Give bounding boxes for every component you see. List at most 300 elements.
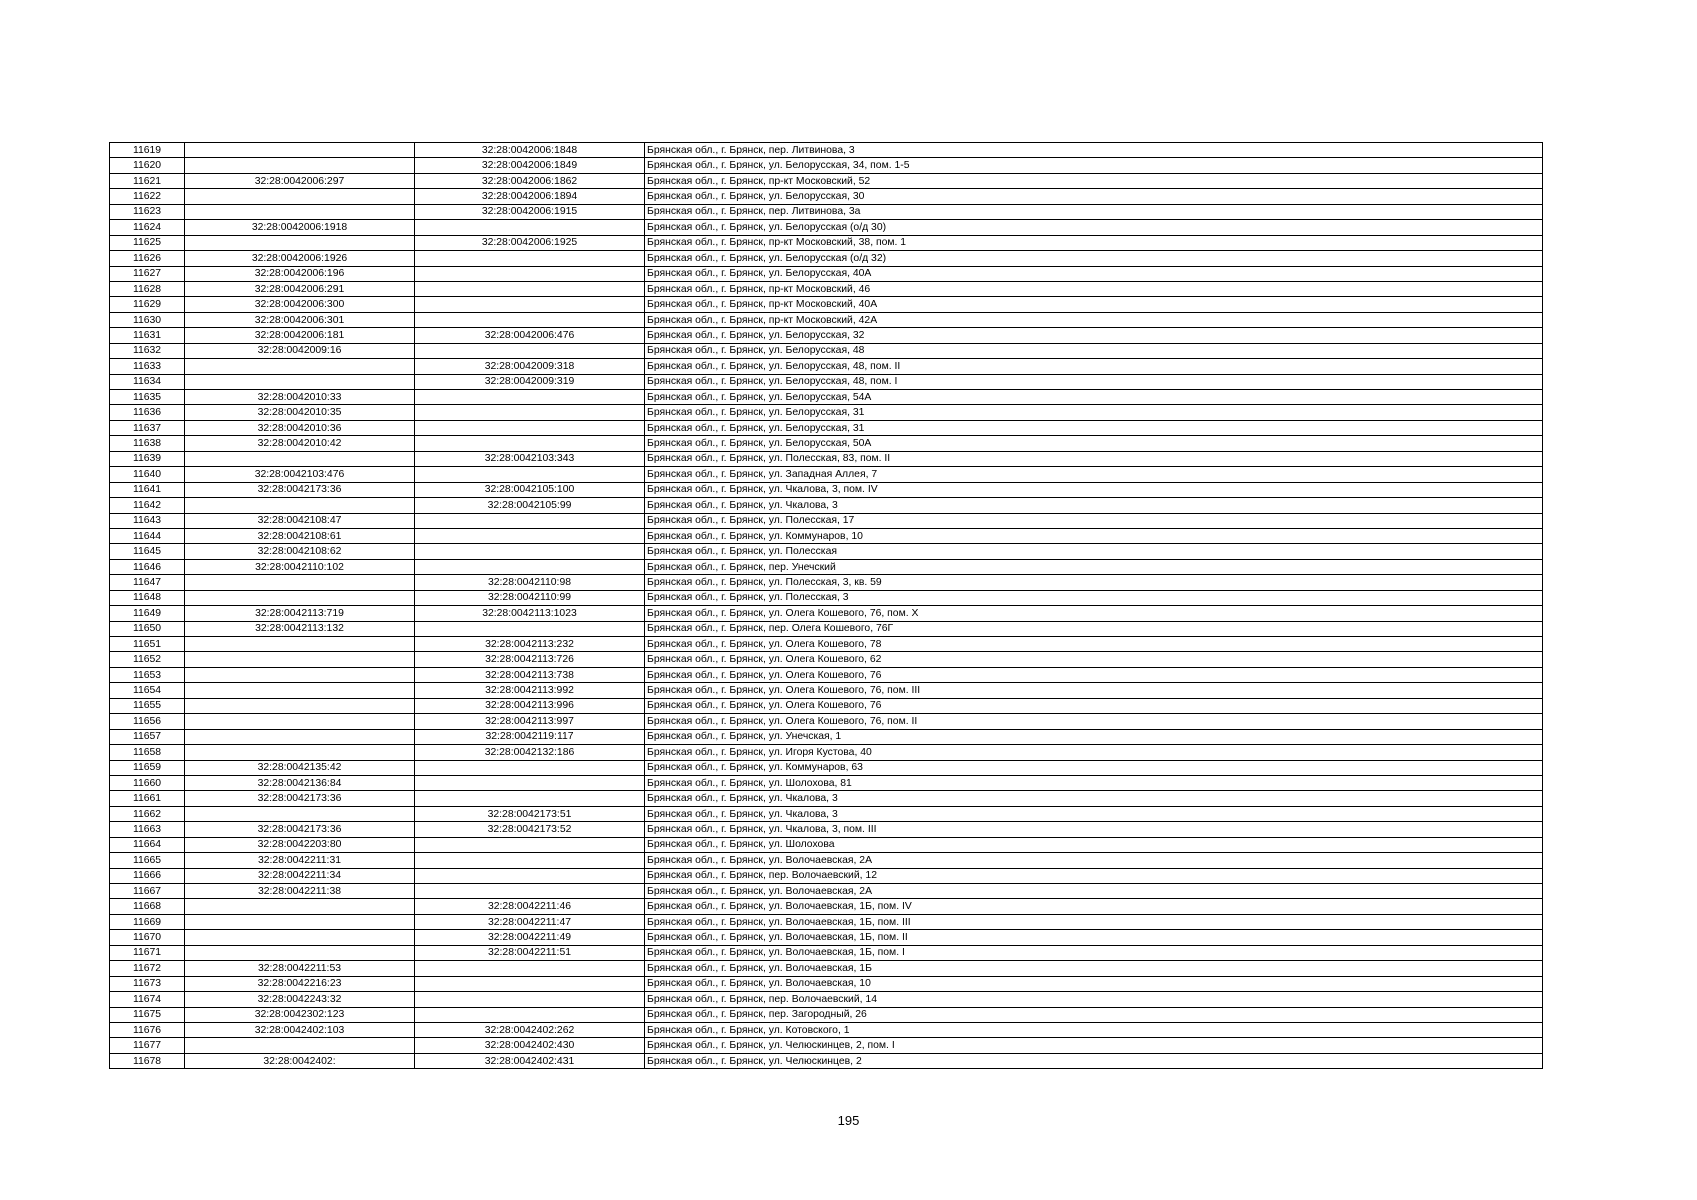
object-number-cell — [415, 420, 645, 435]
object-number-cell — [415, 791, 645, 806]
parcel-number-cell: 32:28:0042136:84 — [185, 775, 415, 790]
row-number-cell: 11638 — [110, 436, 185, 451]
object-number-cell — [415, 1007, 645, 1022]
parcel-number-cell — [185, 914, 415, 929]
table-row — [110, 390, 1543, 405]
address-cell: Брянская обл., г. Брянск, ул. Коммунаров, 10 — [645, 528, 1543, 543]
table-row — [110, 405, 1543, 420]
row-number-cell: 11640 — [110, 467, 185, 482]
parcel-number-cell: 32:28:0042010:42 — [185, 436, 415, 451]
object-number-cell: 32:28:0042113:232 — [415, 637, 645, 652]
table-row — [110, 498, 1543, 513]
address-cell: Брянская обл., г. Брянск, пер. Литвинова, 3 — [645, 143, 1543, 158]
table-row — [110, 235, 1543, 250]
table-row — [110, 590, 1543, 605]
row-number-cell: 11632 — [110, 343, 185, 358]
object-number-cell: 32:28:0042103:343 — [415, 451, 645, 466]
parcel-number-cell — [185, 143, 415, 158]
table-row — [110, 637, 1543, 652]
parcel-number-cell — [185, 637, 415, 652]
object-number-cell — [415, 853, 645, 868]
table-row — [110, 251, 1543, 266]
row-number-cell: 11677 — [110, 1038, 185, 1053]
table-row — [110, 467, 1543, 482]
table-row — [110, 451, 1543, 466]
parcel-number-cell — [185, 698, 415, 713]
address-cell: Брянская обл., г. Брянск, ул. Полесская, 83, пом. II — [645, 451, 1543, 466]
row-number-cell: 11675 — [110, 1007, 185, 1022]
parcel-number-cell: 32:28:0042113:132 — [185, 621, 415, 636]
address-cell: Брянская обл., г. Брянск, ул. Волочаевская, 10 — [645, 976, 1543, 991]
row-number-cell: 11662 — [110, 806, 185, 821]
parcel-number-cell — [185, 930, 415, 945]
address-cell: Брянская обл., г. Брянск, ул. Белорусская, 50А — [645, 436, 1543, 451]
row-number-cell: 11627 — [110, 266, 185, 281]
table-row — [110, 992, 1543, 1007]
parcel-number-cell — [185, 899, 415, 914]
table-row — [110, 884, 1543, 899]
parcel-number-cell — [185, 575, 415, 590]
address-cell: Брянская обл., г. Брянск, ул. Олега Кошевого, 76 — [645, 698, 1543, 713]
row-number-cell: 11625 — [110, 235, 185, 250]
row-number-cell: 11634 — [110, 374, 185, 389]
table-row — [110, 420, 1543, 435]
row-number-cell: 11633 — [110, 359, 185, 374]
table-row — [110, 621, 1543, 636]
address-cell: Брянская обл., г. Брянск, ул. Волочаевская, 2А — [645, 884, 1543, 899]
parcel-number-cell: 32:28:0042135:42 — [185, 760, 415, 775]
row-number-cell: 11671 — [110, 945, 185, 960]
table-row — [110, 606, 1543, 621]
address-cell: Брянская обл., г. Брянск, ул. Западная Аллея, 7 — [645, 467, 1543, 482]
object-number-cell: 32:28:0042105:100 — [415, 482, 645, 497]
address-cell: Брянская обл., г. Брянск, ул. Чкалова, 3, пом. IV — [645, 482, 1543, 497]
object-number-cell — [415, 884, 645, 899]
row-number-cell: 11622 — [110, 189, 185, 204]
parcel-number-cell: 32:28:0042108:62 — [185, 544, 415, 559]
address-cell: Брянская обл., г. Брянск, ул. Чкалова, 3, пом. III — [645, 822, 1543, 837]
row-number-cell: 11650 — [110, 621, 185, 636]
row-number-cell: 11621 — [110, 173, 185, 188]
address-cell: Брянская обл., г. Брянск, ул. Волочаевская, 1Б, пом. III — [645, 914, 1543, 929]
parcel-number-cell: 32:28:0042103:476 — [185, 467, 415, 482]
row-number-cell: 11637 — [110, 420, 185, 435]
row-number-cell: 11642 — [110, 498, 185, 513]
row-number-cell: 11661 — [110, 791, 185, 806]
object-number-cell — [415, 390, 645, 405]
address-cell: Брянская обл., г. Брянск, ул. Коммунаров, 63 — [645, 760, 1543, 775]
row-number-cell: 11641 — [110, 482, 185, 497]
row-number-cell: 11667 — [110, 884, 185, 899]
address-cell: Брянская обл., г. Брянск, ул. Олега Кошевого, 62 — [645, 652, 1543, 667]
address-cell: Брянская обл., г. Брянск, ул. Волочаевская, 1Б, пом. I — [645, 945, 1543, 960]
address-cell: Брянская обл., г. Брянск, ул. Волочаевская, 1Б — [645, 961, 1543, 976]
row-number-cell: 11645 — [110, 544, 185, 559]
row-number-cell: 11672 — [110, 961, 185, 976]
table-row — [110, 359, 1543, 374]
object-number-cell: 32:28:0042113:738 — [415, 667, 645, 682]
table-row — [110, 513, 1543, 528]
address-cell: Брянская обл., г. Брянск, ул. Шолохова, 81 — [645, 775, 1543, 790]
row-number-cell: 11648 — [110, 590, 185, 605]
object-number-cell: 32:28:0042110:98 — [415, 575, 645, 590]
address-cell: Брянская обл., г. Брянск, ул. Шолохова — [645, 837, 1543, 852]
row-number-cell: 11647 — [110, 575, 185, 590]
parcel-number-cell: 32:28:0042113:719 — [185, 606, 415, 621]
address-cell: Брянская обл., г. Брянск, ул. Белорусская, 30 — [645, 189, 1543, 204]
row-number-cell: 11636 — [110, 405, 185, 420]
address-cell: Брянская обл., г. Брянск, ул. Унечская, 1 — [645, 729, 1543, 744]
table-row — [110, 220, 1543, 235]
object-number-cell: 32:28:0042402:262 — [415, 1022, 645, 1037]
table-row — [110, 806, 1543, 821]
address-cell: Брянская обл., г. Брянск, пер. Волочаевский, 14 — [645, 992, 1543, 1007]
address-cell: Брянская обл., г. Брянск, ул. Белорусская, 40А — [645, 266, 1543, 281]
parcel-number-cell: 32:28:0042010:36 — [185, 420, 415, 435]
object-number-cell: 32:28:0042211:47 — [415, 914, 645, 929]
address-cell: Брянская обл., г. Брянск, пр-кт Московский, 38, пом. 1 — [645, 235, 1543, 250]
object-number-cell — [415, 544, 645, 559]
row-number-cell: 11623 — [110, 204, 185, 219]
address-cell: Брянская обл., г. Брянск, ул. Челюскинцев, 2, пом. I — [645, 1038, 1543, 1053]
page-number: 195 — [837, 1113, 860, 1128]
object-number-cell — [415, 961, 645, 976]
object-number-cell — [415, 436, 645, 451]
table-row — [110, 683, 1543, 698]
parcel-number-cell: 32:28:0042010:35 — [185, 405, 415, 420]
object-number-cell: 32:28:0042211:46 — [415, 899, 645, 914]
table-row — [110, 328, 1543, 343]
table-row — [110, 760, 1543, 775]
table-row — [110, 575, 1543, 590]
address-cell: Брянская обл., г. Брянск, ул. Котовского, 1 — [645, 1022, 1543, 1037]
parcel-number-cell: 32:28:0042302:123 — [185, 1007, 415, 1022]
row-number-cell: 11669 — [110, 914, 185, 929]
table-row — [110, 853, 1543, 868]
object-number-cell: 32:28:0042006:1915 — [415, 204, 645, 219]
row-number-cell: 11626 — [110, 251, 185, 266]
parcel-number-cell — [185, 498, 415, 513]
row-number-cell: 11631 — [110, 328, 185, 343]
row-number-cell: 11659 — [110, 760, 185, 775]
table-row — [110, 868, 1543, 883]
object-number-cell — [415, 297, 645, 312]
object-number-cell — [415, 837, 645, 852]
parcel-number-cell — [185, 745, 415, 760]
row-number-cell: 11666 — [110, 868, 185, 883]
address-cell: Брянская обл., г. Брянск, ул. Олега Кошевого, 76 — [645, 667, 1543, 682]
table-row — [110, 143, 1543, 158]
table-row — [110, 745, 1543, 760]
parcel-number-cell: 32:28:0042108:61 — [185, 528, 415, 543]
parcel-number-cell — [185, 945, 415, 960]
address-cell: Брянская обл., г. Брянск, ул. Олега Кошевого, 76, пом. X — [645, 606, 1543, 621]
row-number-cell: 11628 — [110, 281, 185, 296]
table-row — [110, 266, 1543, 281]
parcel-number-cell: 32:28:0042173:36 — [185, 791, 415, 806]
row-number-cell: 11674 — [110, 992, 185, 1007]
parcel-number-cell — [185, 359, 415, 374]
parcel-number-cell — [185, 158, 415, 173]
object-number-cell — [415, 559, 645, 574]
object-number-cell: 32:28:0042211:51 — [415, 945, 645, 960]
parcel-number-cell: 32:28:0042006:301 — [185, 312, 415, 327]
address-cell: Брянская обл., г. Брянск, ул. Белорусская, 54А — [645, 390, 1543, 405]
object-number-cell — [415, 281, 645, 296]
address-cell: Брянская обл., г. Брянск, ул. Полесская, 17 — [645, 513, 1543, 528]
parcel-number-cell: 32:28:0042110:102 — [185, 559, 415, 574]
parcel-number-cell — [185, 806, 415, 821]
object-number-cell — [415, 220, 645, 235]
parcel-number-cell: 32:28:0042009:16 — [185, 343, 415, 358]
parcel-number-cell: 32:28:0042173:36 — [185, 822, 415, 837]
address-cell: Брянская обл., г. Брянск, ул. Полесская, 3 — [645, 590, 1543, 605]
table-row — [110, 173, 1543, 188]
row-number-cell: 11676 — [110, 1022, 185, 1037]
object-number-cell: 32:28:0042006:1862 — [415, 173, 645, 188]
table-row — [110, 837, 1543, 852]
parcel-number-cell: 32:28:0042006:181 — [185, 328, 415, 343]
row-number-cell: 11665 — [110, 853, 185, 868]
row-number-cell: 11620 — [110, 158, 185, 173]
object-number-cell: 32:28:0042105:99 — [415, 498, 645, 513]
address-cell: Брянская обл., г. Брянск, ул. Игоря Кустова, 40 — [645, 745, 1543, 760]
parcel-number-cell — [185, 204, 415, 219]
object-number-cell: 32:28:0042132:186 — [415, 745, 645, 760]
object-number-cell: 32:28:0042119:117 — [415, 729, 645, 744]
row-number-cell: 11658 — [110, 745, 185, 760]
table-body — [110, 143, 1543, 1069]
table-row — [110, 158, 1543, 173]
table-row — [110, 374, 1543, 389]
parcel-number-cell: 32:28:0042402:103 — [185, 1022, 415, 1037]
table-row — [110, 714, 1543, 729]
address-cell: Брянская обл., г. Брянск, пр-кт Московский, 52 — [645, 173, 1543, 188]
row-number-cell: 11619 — [110, 143, 185, 158]
table-row — [110, 775, 1543, 790]
parcel-number-cell: 32:28:0042211:31 — [185, 853, 415, 868]
address-cell: Брянская обл., г. Брянск, ул. Волочаевская, 2А — [645, 853, 1543, 868]
parcel-number-cell — [185, 729, 415, 744]
parcel-number-cell — [185, 714, 415, 729]
parcel-number-cell — [185, 374, 415, 389]
object-number-cell — [415, 992, 645, 1007]
address-cell: Брянская обл., г. Брянск, пр-кт Московский, 42А — [645, 312, 1543, 327]
object-number-cell — [415, 266, 645, 281]
table-row — [110, 1038, 1543, 1053]
object-number-cell — [415, 760, 645, 775]
parcel-number-cell — [185, 189, 415, 204]
address-cell: Брянская обл., г. Брянск, пер. Олега Кошевого, 76Г — [645, 621, 1543, 636]
row-number-cell: 11660 — [110, 775, 185, 790]
parcel-number-cell — [185, 235, 415, 250]
row-number-cell: 11630 — [110, 312, 185, 327]
table-row — [110, 1022, 1543, 1037]
object-number-cell: 32:28:0042402:431 — [415, 1053, 645, 1068]
row-number-cell: 11649 — [110, 606, 185, 621]
table-row — [110, 729, 1543, 744]
table-row — [110, 1007, 1543, 1022]
table-row — [110, 281, 1543, 296]
parcel-number-cell: 32:28:0042006:300 — [185, 297, 415, 312]
parcel-number-cell: 32:28:0042108:47 — [185, 513, 415, 528]
object-number-cell: 32:28:0042006:1925 — [415, 235, 645, 250]
address-cell: Брянская обл., г. Брянск, пер. Литвинова, 3а — [645, 204, 1543, 219]
table-row — [110, 976, 1543, 991]
object-number-cell: 32:28:0042211:49 — [415, 930, 645, 945]
address-cell: Брянская обл., г. Брянск, ул. Белорусская (о/д 32) — [645, 251, 1543, 266]
table-row — [110, 343, 1543, 358]
address-cell: Брянская обл., г. Брянск, пер. Загородный, 26 — [645, 1007, 1543, 1022]
table-row — [110, 652, 1543, 667]
table-row — [110, 297, 1543, 312]
parcel-number-cell: 32:28:0042211:38 — [185, 884, 415, 899]
table-row — [110, 528, 1543, 543]
address-cell: Брянская обл., г. Брянск, ул. Чкалова, 3 — [645, 498, 1543, 513]
object-number-cell — [415, 405, 645, 420]
object-number-cell — [415, 528, 645, 543]
table-row — [110, 698, 1543, 713]
address-cell: Брянская обл., г. Брянск, ул. Полесская — [645, 544, 1543, 559]
row-number-cell: 11639 — [110, 451, 185, 466]
object-number-cell: 32:28:0042110:99 — [415, 590, 645, 605]
parcel-number-cell — [185, 451, 415, 466]
object-number-cell — [415, 868, 645, 883]
parcel-number-cell: 32:28:0042010:33 — [185, 390, 415, 405]
address-cell: Брянская обл., г. Брянск, ул. Полесская, 3, кв. 59 — [645, 575, 1543, 590]
row-number-cell: 11644 — [110, 528, 185, 543]
row-number-cell: 11668 — [110, 899, 185, 914]
object-number-cell — [415, 775, 645, 790]
object-number-cell: 32:28:0042173:52 — [415, 822, 645, 837]
address-cell: Брянская обл., г. Брянск, пер. Унечский — [645, 559, 1543, 574]
address-cell: Брянская обл., г. Брянск, ул. Чкалова, 3 — [645, 806, 1543, 821]
object-number-cell: 32:28:0042113:996 — [415, 698, 645, 713]
parcel-number-cell — [185, 652, 415, 667]
address-cell: Брянская обл., г. Брянск, пр-кт Московский, 46 — [645, 281, 1543, 296]
object-number-cell: 32:28:0042113:1023 — [415, 606, 645, 621]
object-number-cell — [415, 467, 645, 482]
table-row — [110, 559, 1543, 574]
row-number-cell: 11629 — [110, 297, 185, 312]
row-number-cell: 11653 — [110, 667, 185, 682]
object-number-cell — [415, 343, 645, 358]
address-cell: Брянская обл., г. Брянск, ул. Белорусская, 32 — [645, 328, 1543, 343]
address-cell: Брянская обл., г. Брянск, ул. Волочаевская, 1Б, пом. II — [645, 930, 1543, 945]
address-cell: Брянская обл., г. Брянск, ул. Чкалова, 3 — [645, 791, 1543, 806]
table-row — [110, 482, 1543, 497]
object-number-cell: 32:28:0042006:1849 — [415, 158, 645, 173]
table-row — [110, 312, 1543, 327]
address-cell: Брянская обл., г. Брянск, ул. Белорусская, 48, пом. I — [645, 374, 1543, 389]
table-row — [110, 436, 1543, 451]
address-cell: Брянская обл., г. Брянск, ул. Волочаевская, 1Б, пом. IV — [645, 899, 1543, 914]
object-number-cell: 32:28:0042006:476 — [415, 328, 645, 343]
cadastral-table — [109, 142, 1543, 1069]
row-number-cell: 11663 — [110, 822, 185, 837]
object-number-cell: 32:28:0042113:726 — [415, 652, 645, 667]
address-cell: Брянская обл., г. Брянск, ул. Белорусская (о/д 30) — [645, 220, 1543, 235]
row-number-cell: 11654 — [110, 683, 185, 698]
object-number-cell: 32:28:0042006:1848 — [415, 143, 645, 158]
row-number-cell: 11652 — [110, 652, 185, 667]
address-cell: Брянская обл., г. Брянск, пер. Волочаевский, 12 — [645, 868, 1543, 883]
parcel-number-cell: 32:28:0042006:291 — [185, 281, 415, 296]
address-cell: Брянская обл., г. Брянск, ул. Белорусская, 48 — [645, 343, 1543, 358]
parcel-number-cell: 32:28:0042173:36 — [185, 482, 415, 497]
table-row — [110, 204, 1543, 219]
parcel-number-cell: 32:28:0042006:1926 — [185, 251, 415, 266]
object-number-cell: 32:28:0042113:997 — [415, 714, 645, 729]
parcel-number-cell — [185, 1038, 415, 1053]
row-number-cell: 11673 — [110, 976, 185, 991]
parcel-number-cell — [185, 590, 415, 605]
object-number-cell — [415, 251, 645, 266]
parcel-number-cell: 32:28:0042006:297 — [185, 173, 415, 188]
table-row — [110, 1053, 1543, 1068]
parcel-number-cell: 32:28:0042211:53 — [185, 961, 415, 976]
address-cell: Брянская обл., г. Брянск, ул. Олега Кошевого, 78 — [645, 637, 1543, 652]
row-number-cell: 11664 — [110, 837, 185, 852]
table-row — [110, 914, 1543, 929]
row-number-cell: 11670 — [110, 930, 185, 945]
address-cell: Брянская обл., г. Брянск, пр-кт Московский, 40А — [645, 297, 1543, 312]
table-row — [110, 930, 1543, 945]
address-cell: Брянская обл., г. Брянск, ул. Белорусская, 31 — [645, 420, 1543, 435]
parcel-number-cell: 32:28:0042216:23 — [185, 976, 415, 991]
object-number-cell: 32:28:0042173:51 — [415, 806, 645, 821]
address-cell: Брянская обл., г. Брянск, ул. Челюскинцев, 2 — [645, 1053, 1543, 1068]
table-row — [110, 822, 1543, 837]
parcel-number-cell — [185, 683, 415, 698]
object-number-cell: 32:28:0042009:319 — [415, 374, 645, 389]
parcel-number-cell: 32:28:0042006:196 — [185, 266, 415, 281]
table-row — [110, 945, 1543, 960]
table-row — [110, 961, 1543, 976]
address-cell: Брянская обл., г. Брянск, ул. Олега Кошевого, 76, пом. II — [645, 714, 1543, 729]
object-number-cell: 32:28:0042009:318 — [415, 359, 645, 374]
object-number-cell — [415, 513, 645, 528]
row-number-cell: 11646 — [110, 559, 185, 574]
row-number-cell: 11656 — [110, 714, 185, 729]
address-cell: Брянская обл., г. Брянск, ул. Белорусская, 48, пом. II — [645, 359, 1543, 374]
row-number-cell: 11643 — [110, 513, 185, 528]
row-number-cell: 11624 — [110, 220, 185, 235]
row-number-cell: 11678 — [110, 1053, 185, 1068]
object-number-cell: 32:28:0042402:430 — [415, 1038, 645, 1053]
object-number-cell — [415, 312, 645, 327]
object-number-cell: 32:28:0042113:992 — [415, 683, 645, 698]
address-cell: Брянская обл., г. Брянск, ул. Олега Кошевого, 76, пом. III — [645, 683, 1543, 698]
table-row — [110, 667, 1543, 682]
parcel-number-cell: 32:28:0042243:32 — [185, 992, 415, 1007]
row-number-cell: 11651 — [110, 637, 185, 652]
parcel-number-cell: 32:28:0042402: — [185, 1053, 415, 1068]
table-row — [110, 899, 1543, 914]
row-number-cell: 11657 — [110, 729, 185, 744]
object-number-cell — [415, 976, 645, 991]
table-row — [110, 544, 1543, 559]
table-row — [110, 189, 1543, 204]
parcel-number-cell: 32:28:0042211:34 — [185, 868, 415, 883]
address-cell: Брянская обл., г. Брянск, ул. Белорусская, 31 — [645, 405, 1543, 420]
address-cell: Брянская обл., г. Брянск, ул. Белорусская, 34, пом. 1-5 — [645, 158, 1543, 173]
parcel-number-cell: 32:28:0042006:1918 — [185, 220, 415, 235]
row-number-cell: 11635 — [110, 390, 185, 405]
table-row — [110, 791, 1543, 806]
object-number-cell — [415, 621, 645, 636]
parcel-number-cell — [185, 667, 415, 682]
